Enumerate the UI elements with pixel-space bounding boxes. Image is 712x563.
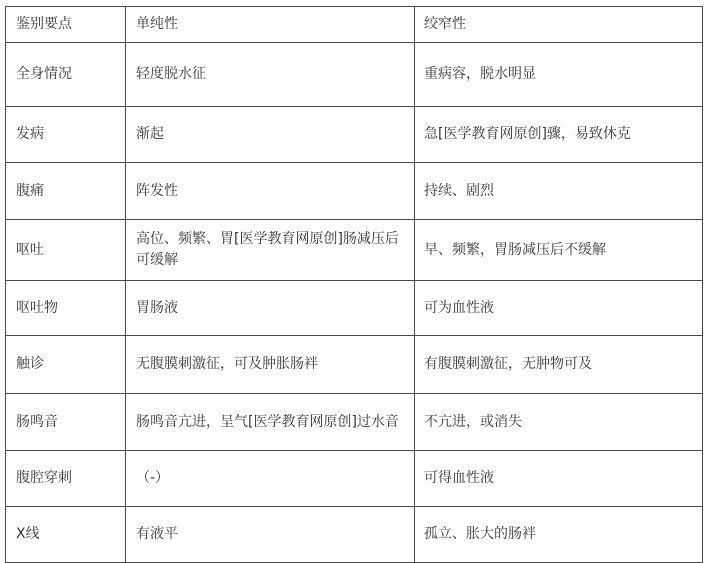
table-cell: 孤立、胀大的肠袢: [415, 507, 703, 563]
header-cell: 绞窄性: [415, 7, 703, 43]
header-cell: 单纯性: [126, 7, 415, 43]
table-cell: 不亢进，或消失: [415, 394, 703, 451]
table-cell: X线: [6, 507, 126, 563]
table-row: [6, 163, 703, 220]
table-cell: 渐起: [126, 107, 415, 163]
table-cell: 无腹膜刺激征，可及肿胀肠袢: [126, 336, 415, 394]
table-cell: 发病: [6, 107, 126, 163]
table-header-row: [6, 7, 703, 43]
table-row: [6, 507, 703, 563]
table-cell: 可得血性液: [415, 451, 703, 507]
table-cell: 呕吐物: [6, 281, 126, 336]
table-cell: 重病容，脱水明显: [415, 43, 703, 107]
comparison-table-container: [5, 6, 703, 563]
table-cell: 触诊: [6, 336, 126, 394]
table-cell: 胃肠液: [126, 281, 415, 336]
table-row: [6, 394, 703, 451]
table-cell: 有液平: [126, 507, 415, 563]
table-cell: 早、频繁，胃肠减压后不缓解: [415, 220, 703, 281]
table-row: [6, 336, 703, 394]
table-cell: 高位、频繁、胃[医学教育网原创]肠减压后可缓解: [126, 220, 415, 281]
table-cell: 肠鸣音: [6, 394, 126, 451]
table-cell: 肠鸣音亢进，呈气[医学教育网原创]过水音: [126, 394, 415, 451]
table-cell: 腹腔穿刺: [6, 451, 126, 507]
table-cell: （-）: [126, 451, 415, 507]
table-row: [6, 451, 703, 507]
header-cell: 鉴别要点: [6, 7, 126, 43]
comparison-table: [5, 6, 703, 563]
table-cell: 轻度脱水征: [126, 43, 415, 107]
table-cell: 呕吐: [6, 220, 126, 281]
table-row: [6, 43, 703, 107]
table-cell: 阵发性: [126, 163, 415, 220]
table-row: [6, 220, 703, 281]
table-row: [6, 107, 703, 163]
table-cell: 持续、剧烈: [415, 163, 703, 220]
table-cell: 有腹膜刺激征，无肿物可及: [415, 336, 703, 394]
table-cell: 急[医学教育网原创]骤，易致休克: [415, 107, 703, 163]
table-row: [6, 281, 703, 336]
table-cell: 可为血性液: [415, 281, 703, 336]
table-cell: 腹痛: [6, 163, 126, 220]
table-cell: 全身情况: [6, 43, 126, 107]
